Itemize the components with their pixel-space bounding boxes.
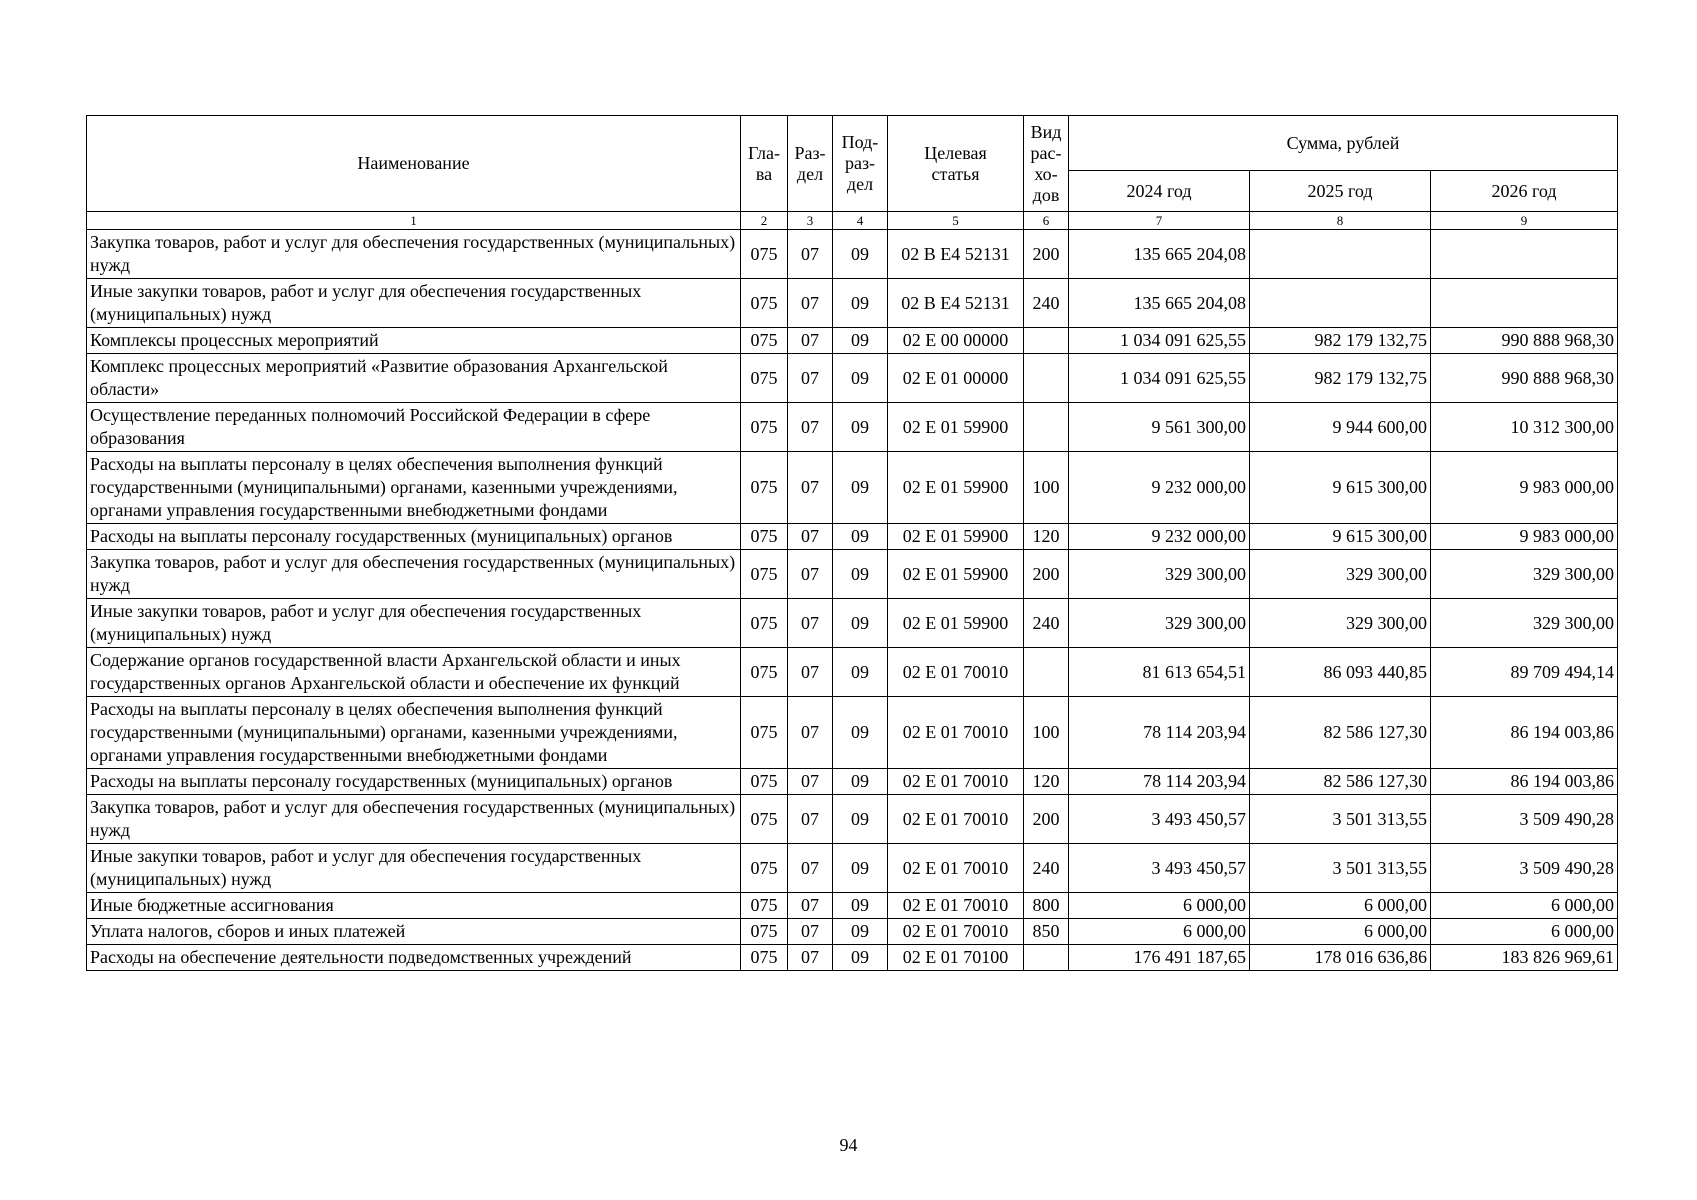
row-amount-2026: 86 194 003,86 bbox=[1431, 769, 1618, 795]
table-row bbox=[87, 550, 1618, 599]
table-row bbox=[87, 328, 1618, 354]
row-section: 07 bbox=[788, 230, 833, 279]
table-row bbox=[87, 279, 1618, 328]
row-amount-2024: 9 232 000,00 bbox=[1069, 452, 1250, 524]
row-chapter: 075 bbox=[741, 550, 788, 599]
row-subsection: 09 bbox=[833, 354, 888, 403]
row-target-article: 02 Е 01 70010 bbox=[888, 769, 1024, 795]
table-row bbox=[87, 403, 1618, 452]
table-header bbox=[87, 116, 1618, 230]
row-chapter: 075 bbox=[741, 230, 788, 279]
row-chapter: 075 bbox=[741, 697, 788, 769]
row-target-article: 02 Е 01 70100 bbox=[888, 945, 1024, 971]
row-amount-2024: 1 034 091 625,55 bbox=[1069, 354, 1250, 403]
row-name: Осуществление переданных полномочий Российской Федерации в сфере образования bbox=[87, 403, 741, 452]
header-section: Раз- дел bbox=[788, 116, 833, 212]
column-number: 5 bbox=[888, 212, 1024, 230]
row-amount-2024: 81 613 654,51 bbox=[1069, 648, 1250, 697]
row-amount-2025: 329 300,00 bbox=[1250, 599, 1431, 648]
table-row bbox=[87, 599, 1618, 648]
row-amount-2026: 6 000,00 bbox=[1431, 893, 1618, 919]
table-row bbox=[87, 893, 1618, 919]
table-row bbox=[87, 524, 1618, 550]
row-target-article: 02 Е 01 70010 bbox=[888, 648, 1024, 697]
row-target-article: 02 Е 01 59900 bbox=[888, 403, 1024, 452]
row-expense-type: 120 bbox=[1024, 524, 1069, 550]
row-amount-2025: 6 000,00 bbox=[1250, 893, 1431, 919]
row-amount-2026: 9 983 000,00 bbox=[1431, 524, 1618, 550]
row-section: 07 bbox=[788, 354, 833, 403]
row-section: 07 bbox=[788, 697, 833, 769]
row-amount-2025: 329 300,00 bbox=[1250, 550, 1431, 599]
header-year-2025: 2025 год bbox=[1250, 171, 1431, 212]
row-chapter: 075 bbox=[741, 919, 788, 945]
row-expense-type: 240 bbox=[1024, 844, 1069, 893]
row-section: 07 bbox=[788, 550, 833, 599]
row-amount-2026: 9 983 000,00 bbox=[1431, 452, 1618, 524]
header-chapter: Гла- ва bbox=[741, 116, 788, 212]
table-row bbox=[87, 844, 1618, 893]
row-section: 07 bbox=[788, 524, 833, 550]
row-subsection: 09 bbox=[833, 599, 888, 648]
row-target-article: 02 Е 01 70010 bbox=[888, 919, 1024, 945]
row-amount-2025 bbox=[1250, 230, 1431, 279]
row-amount-2025: 982 179 132,75 bbox=[1250, 354, 1431, 403]
row-subsection: 09 bbox=[833, 230, 888, 279]
row-section: 07 bbox=[788, 844, 833, 893]
row-chapter: 075 bbox=[741, 893, 788, 919]
row-name: Расходы на выплаты персоналу государственных (муниципальных) органов bbox=[87, 524, 741, 550]
row-chapter: 075 bbox=[741, 354, 788, 403]
row-expense-type: 240 bbox=[1024, 599, 1069, 648]
row-amount-2025: 3 501 313,55 bbox=[1250, 844, 1431, 893]
row-target-article: 02 Е 01 59900 bbox=[888, 599, 1024, 648]
row-target-article: 02 Е 01 59900 bbox=[888, 550, 1024, 599]
header-amount: Сумма, рублей bbox=[1069, 116, 1618, 171]
row-name: Комплекс процессных мероприятий «Развитие образования Архангельской области» bbox=[87, 354, 741, 403]
row-amount-2024: 3 493 450,57 bbox=[1069, 795, 1250, 844]
column-number: 8 bbox=[1250, 212, 1431, 230]
row-section: 07 bbox=[788, 648, 833, 697]
row-expense-type bbox=[1024, 648, 1069, 697]
row-amount-2026: 329 300,00 bbox=[1431, 599, 1618, 648]
row-amount-2024: 9 561 300,00 bbox=[1069, 403, 1250, 452]
row-subsection: 09 bbox=[833, 945, 888, 971]
row-target-article: 02 В Е4 52131 bbox=[888, 230, 1024, 279]
table-row bbox=[87, 919, 1618, 945]
table-row bbox=[87, 230, 1618, 279]
row-subsection: 09 bbox=[833, 550, 888, 599]
row-amount-2025: 9 615 300,00 bbox=[1250, 452, 1431, 524]
row-amount-2024: 176 491 187,65 bbox=[1069, 945, 1250, 971]
row-target-article: 02 Е 01 70010 bbox=[888, 893, 1024, 919]
row-section: 07 bbox=[788, 919, 833, 945]
row-section: 07 bbox=[788, 452, 833, 524]
row-subsection: 09 bbox=[833, 524, 888, 550]
row-amount-2026: 89 709 494,14 bbox=[1431, 648, 1618, 697]
row-name: Иные закупки товаров, работ и услуг для обеспечения государственных (муниципальных) нужд bbox=[87, 599, 741, 648]
row-section: 07 bbox=[788, 795, 833, 844]
row-expense-type bbox=[1024, 354, 1069, 403]
table-row bbox=[87, 769, 1618, 795]
row-expense-type: 200 bbox=[1024, 230, 1069, 279]
row-target-article: 02 Е 01 00000 bbox=[888, 354, 1024, 403]
header-expense-type: Вид рас- хо- дов bbox=[1024, 116, 1069, 212]
row-chapter: 075 bbox=[741, 844, 788, 893]
row-amount-2026: 86 194 003,86 bbox=[1431, 697, 1618, 769]
row-chapter: 075 bbox=[741, 599, 788, 648]
column-number: 7 bbox=[1069, 212, 1250, 230]
row-amount-2024: 6 000,00 bbox=[1069, 893, 1250, 919]
row-expense-type: 800 bbox=[1024, 893, 1069, 919]
row-subsection: 09 bbox=[833, 844, 888, 893]
row-chapter: 075 bbox=[741, 795, 788, 844]
table-row bbox=[87, 648, 1618, 697]
row-chapter: 075 bbox=[741, 403, 788, 452]
row-amount-2025: 6 000,00 bbox=[1250, 919, 1431, 945]
row-section: 07 bbox=[788, 769, 833, 795]
row-section: 07 bbox=[788, 599, 833, 648]
row-name: Комплексы процессных мероприятий bbox=[87, 328, 741, 354]
row-subsection: 09 bbox=[833, 795, 888, 844]
row-amount-2024: 329 300,00 bbox=[1069, 599, 1250, 648]
row-subsection: 09 bbox=[833, 919, 888, 945]
row-amount-2024: 78 114 203,94 bbox=[1069, 769, 1250, 795]
header-year-2026: 2026 год bbox=[1431, 171, 1618, 212]
row-section: 07 bbox=[788, 945, 833, 971]
column-number-row bbox=[87, 212, 1618, 230]
row-subsection: 09 bbox=[833, 403, 888, 452]
page-number: 94 bbox=[839, 1135, 858, 1155]
row-name: Расходы на обеспечение деятельности подведомственных учреждений bbox=[87, 945, 741, 971]
row-amount-2024: 329 300,00 bbox=[1069, 550, 1250, 599]
row-chapter: 075 bbox=[741, 524, 788, 550]
row-chapter: 075 bbox=[741, 279, 788, 328]
table-row bbox=[87, 945, 1618, 971]
row-target-article: 02 Е 01 70010 bbox=[888, 844, 1024, 893]
row-amount-2026: 3 509 490,28 bbox=[1431, 795, 1618, 844]
row-name: Расходы на выплаты персоналу государственных (муниципальных) органов bbox=[87, 769, 741, 795]
row-name: Иные закупки товаров, работ и услуг для обеспечения государственных (муниципальных) нужд bbox=[87, 279, 741, 328]
row-expense-type: 200 bbox=[1024, 550, 1069, 599]
column-number: 9 bbox=[1431, 212, 1618, 230]
row-name: Закупка товаров, работ и услуг для обеспечения государственных (муниципальных) нужд bbox=[87, 550, 741, 599]
row-chapter: 075 bbox=[741, 648, 788, 697]
row-target-article: 02 Е 01 59900 bbox=[888, 524, 1024, 550]
row-name: Иные закупки товаров, работ и услуг для обеспечения государственных (муниципальных) нужд bbox=[87, 844, 741, 893]
row-amount-2025 bbox=[1250, 279, 1431, 328]
row-target-article: 02 Е 01 59900 bbox=[888, 452, 1024, 524]
row-name: Иные бюджетные ассигнования bbox=[87, 893, 741, 919]
header-subsection: Под- раз- дел bbox=[833, 116, 888, 212]
row-subsection: 09 bbox=[833, 697, 888, 769]
row-amount-2026 bbox=[1431, 279, 1618, 328]
row-amount-2024: 6 000,00 bbox=[1069, 919, 1250, 945]
row-amount-2026: 183 826 969,61 bbox=[1431, 945, 1618, 971]
row-amount-2026: 6 000,00 bbox=[1431, 919, 1618, 945]
row-amount-2026: 3 509 490,28 bbox=[1431, 844, 1618, 893]
row-name: Закупка товаров, работ и услуг для обеспечения государственных (муниципальных) нужд bbox=[87, 795, 741, 844]
row-target-article: 02 Е 00 00000 bbox=[888, 328, 1024, 354]
row-chapter: 075 bbox=[741, 452, 788, 524]
row-amount-2024: 135 665 204,08 bbox=[1069, 279, 1250, 328]
row-expense-type bbox=[1024, 328, 1069, 354]
row-expense-type bbox=[1024, 403, 1069, 452]
row-subsection: 09 bbox=[833, 648, 888, 697]
row-expense-type: 100 bbox=[1024, 697, 1069, 769]
row-expense-type: 200 bbox=[1024, 795, 1069, 844]
row-chapter: 075 bbox=[741, 945, 788, 971]
row-amount-2025: 9 944 600,00 bbox=[1250, 403, 1431, 452]
row-amount-2024: 3 493 450,57 bbox=[1069, 844, 1250, 893]
table-row bbox=[87, 354, 1618, 403]
table-row bbox=[87, 697, 1618, 769]
row-target-article: 02 В Е4 52131 bbox=[888, 279, 1024, 328]
row-name: Содержание органов государственной власти Архангельской области и иных государственных органов Архангельской области и обеспечение их функций bbox=[87, 648, 741, 697]
row-amount-2026: 10 312 300,00 bbox=[1431, 403, 1618, 452]
row-amount-2024: 1 034 091 625,55 bbox=[1069, 328, 1250, 354]
column-number: 2 bbox=[741, 212, 788, 230]
row-amount-2026: 990 888 968,30 bbox=[1431, 354, 1618, 403]
table-body bbox=[87, 230, 1618, 971]
row-target-article: 02 Е 01 70010 bbox=[888, 697, 1024, 769]
row-name: Расходы на выплаты персоналу в целях обеспечения выполнения функций государственными (муниципальными) органами, казенными учреждениями, органами управления государственными внебюджетными фондами bbox=[87, 697, 741, 769]
row-amount-2025: 86 093 440,85 bbox=[1250, 648, 1431, 697]
row-subsection: 09 bbox=[833, 769, 888, 795]
header-target-article: Целевая статья bbox=[888, 116, 1024, 212]
row-subsection: 09 bbox=[833, 328, 888, 354]
row-subsection: 09 bbox=[833, 893, 888, 919]
column-number: 6 bbox=[1024, 212, 1069, 230]
table-row bbox=[87, 452, 1618, 524]
row-amount-2024: 135 665 204,08 bbox=[1069, 230, 1250, 279]
row-expense-type: 120 bbox=[1024, 769, 1069, 795]
column-number: 1 bbox=[87, 212, 741, 230]
row-amount-2025: 178 016 636,86 bbox=[1250, 945, 1431, 971]
row-expense-type: 240 bbox=[1024, 279, 1069, 328]
row-subsection: 09 bbox=[833, 279, 888, 328]
row-amount-2026: 990 888 968,30 bbox=[1431, 328, 1618, 354]
budget-table bbox=[86, 115, 1618, 971]
row-amount-2024: 9 232 000,00 bbox=[1069, 524, 1250, 550]
row-name: Закупка товаров, работ и услуг для обеспечения государственных (муниципальных) нужд bbox=[87, 230, 741, 279]
row-section: 07 bbox=[788, 328, 833, 354]
row-expense-type: 100 bbox=[1024, 452, 1069, 524]
row-amount-2026 bbox=[1431, 230, 1618, 279]
row-expense-type: 850 bbox=[1024, 919, 1069, 945]
row-chapter: 075 bbox=[741, 328, 788, 354]
column-number: 4 bbox=[833, 212, 888, 230]
row-amount-2025: 9 615 300,00 bbox=[1250, 524, 1431, 550]
row-amount-2025: 82 586 127,30 bbox=[1250, 697, 1431, 769]
row-amount-2024: 78 114 203,94 bbox=[1069, 697, 1250, 769]
row-expense-type bbox=[1024, 945, 1069, 971]
row-subsection: 09 bbox=[833, 452, 888, 524]
table-row bbox=[87, 795, 1618, 844]
header-name: Наименование bbox=[87, 116, 741, 212]
column-number: 3 bbox=[788, 212, 833, 230]
row-chapter: 075 bbox=[741, 769, 788, 795]
row-section: 07 bbox=[788, 403, 833, 452]
row-section: 07 bbox=[788, 279, 833, 328]
row-amount-2025: 82 586 127,30 bbox=[1250, 769, 1431, 795]
row-target-article: 02 Е 01 70010 bbox=[888, 795, 1024, 844]
row-amount-2025: 982 179 132,75 bbox=[1250, 328, 1431, 354]
header-year-2024: 2024 год bbox=[1069, 171, 1250, 212]
row-name: Уплата налогов, сборов и иных платежей bbox=[87, 919, 741, 945]
row-amount-2026: 329 300,00 bbox=[1431, 550, 1618, 599]
row-amount-2025: 3 501 313,55 bbox=[1250, 795, 1431, 844]
row-name: Расходы на выплаты персоналу в целях обеспечения выполнения функций государственными (муниципальными) органами, казенными учреждениями, органами управления государственными внебюджетными фондами bbox=[87, 452, 741, 524]
row-section: 07 bbox=[788, 893, 833, 919]
